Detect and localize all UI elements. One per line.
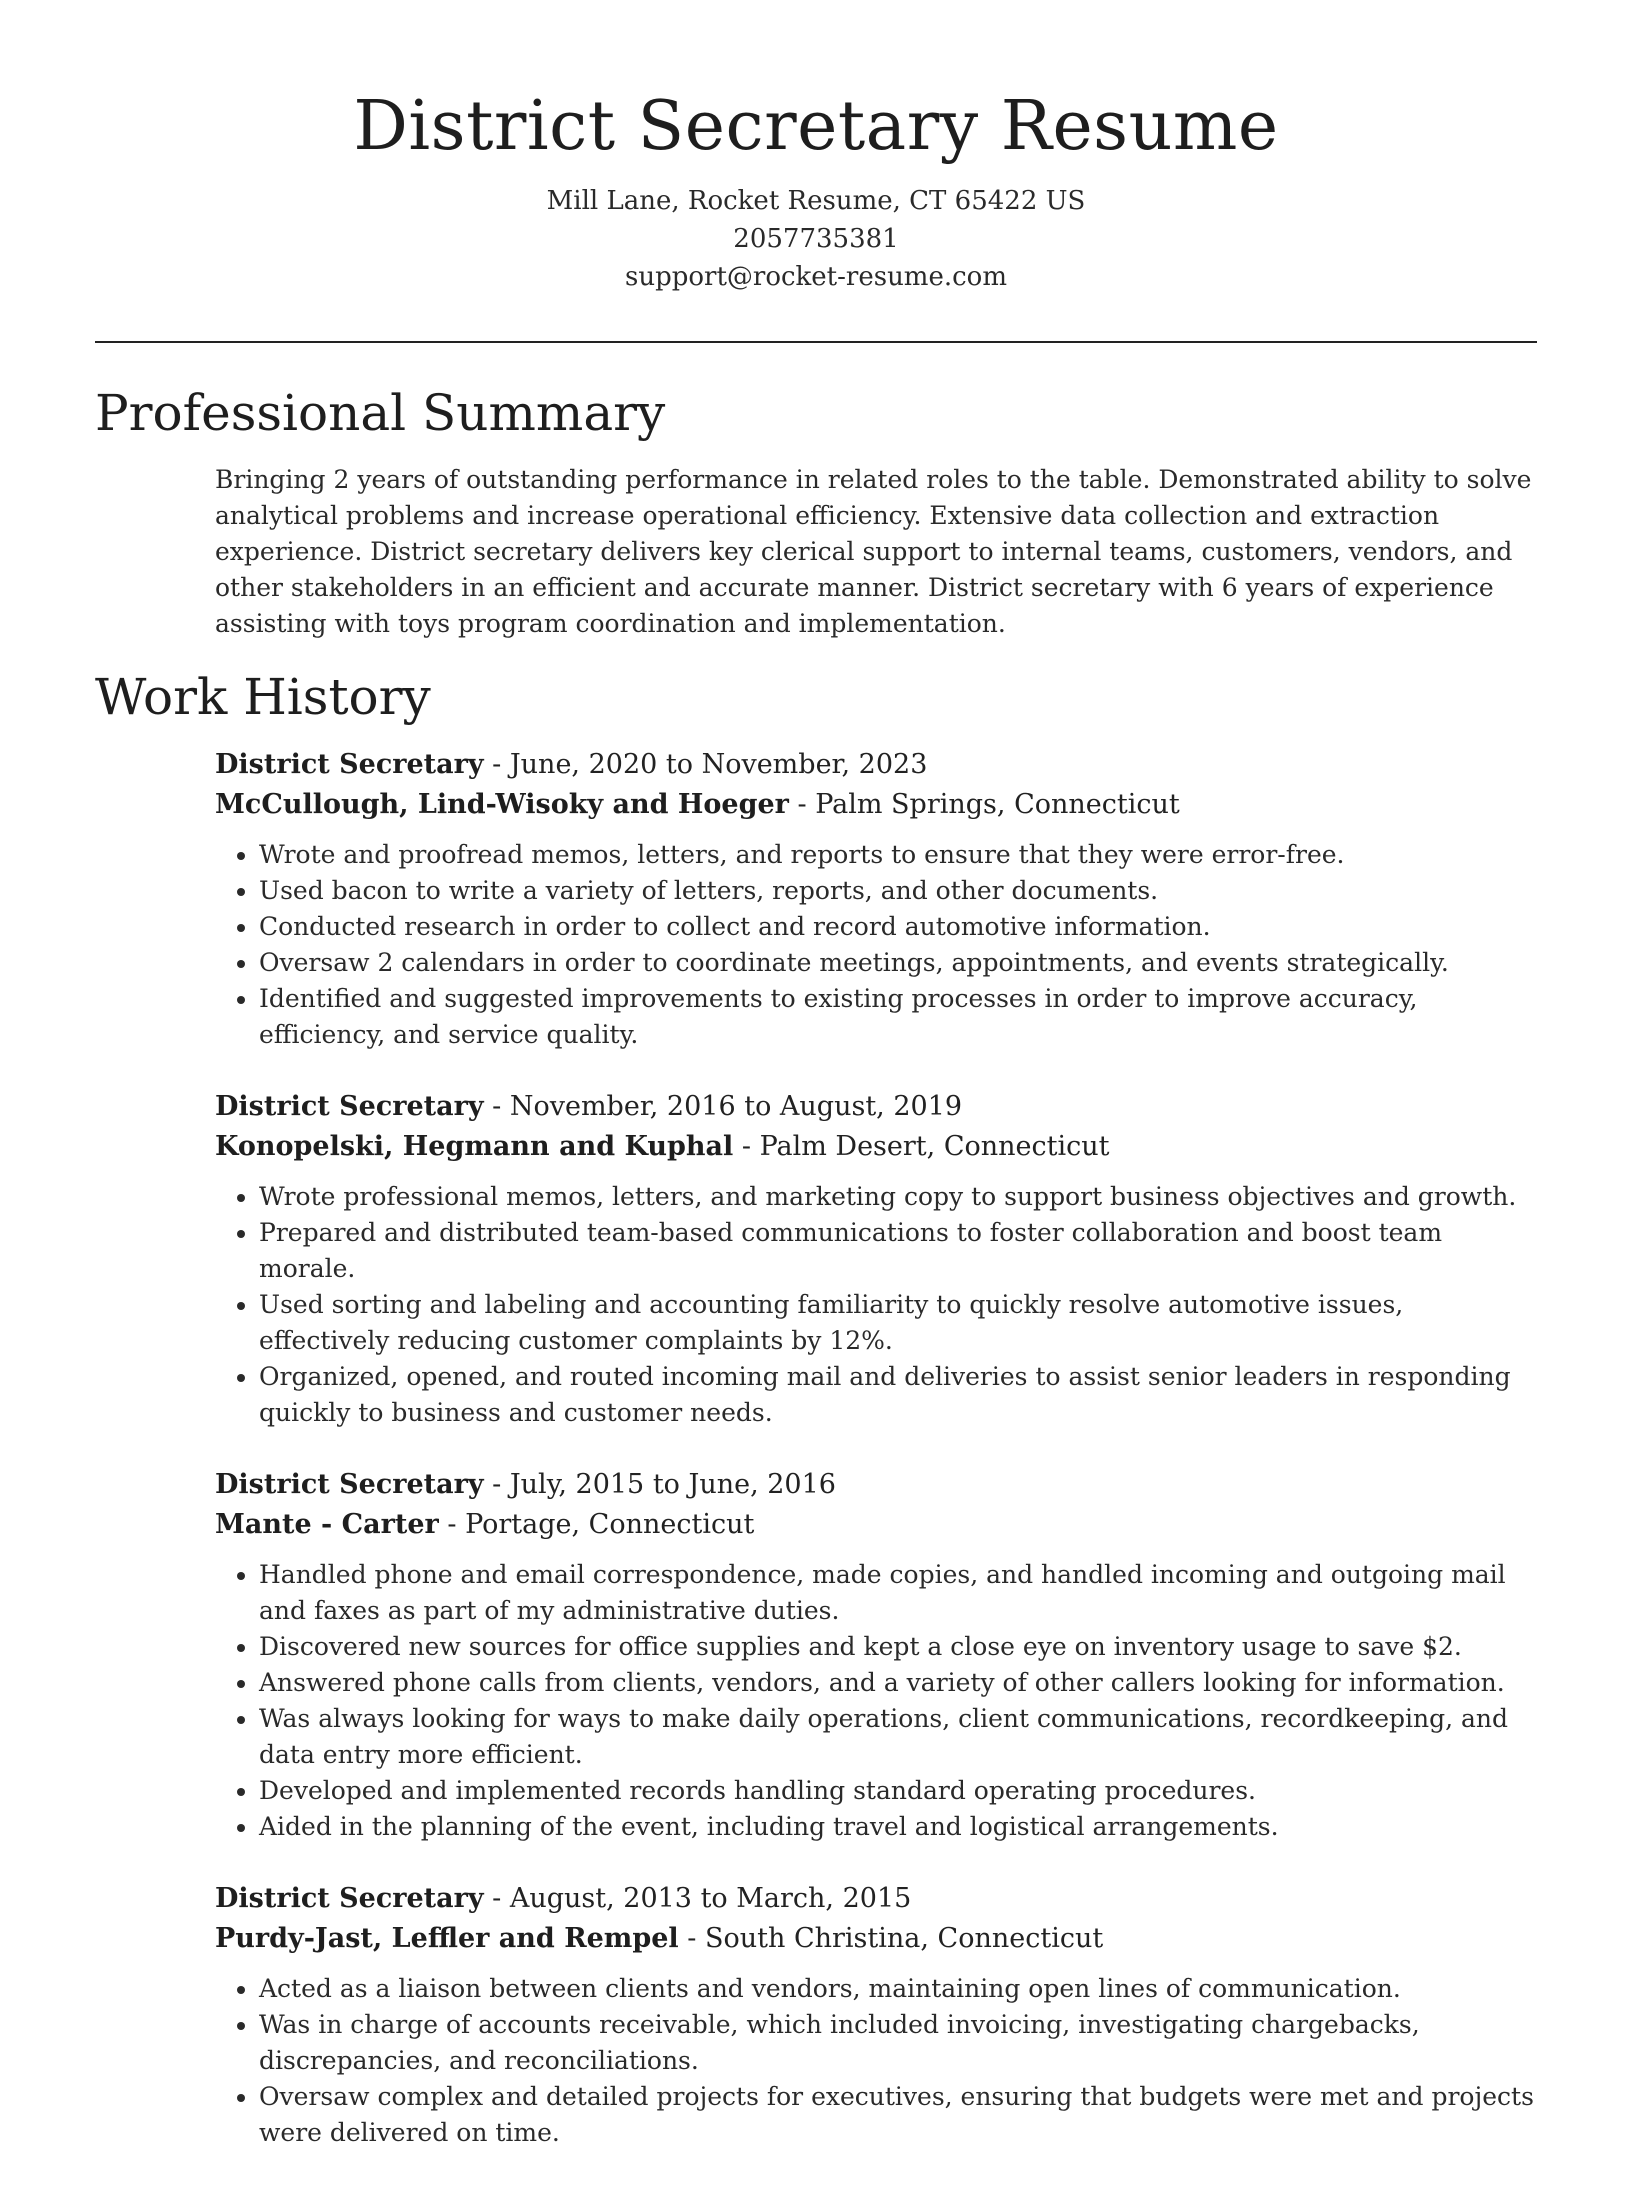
resume-header [0,82,1632,296]
job-bullet: • Identified and suggested improvements to existing processes in order to improve accuracy, efficiency, and service quality. [259,981,1537,1053]
job-location: Palm Desert, Connecticut [759,1131,1110,1162]
job-bullet: • Discovered new sources for office supplies and kept a close eye on inventory usage to save $2. [259,1629,1537,1665]
job-bullets [215,1179,1537,1431]
job-bullet: • Acted as a liaison between clients and vendors, maintaining open lines of communication. [259,1971,1537,2007]
job-location: South Christina, Connecticut [705,1923,1104,1954]
job-bullet: • Was always looking for ways to make daily operations, client communications, recordkeeping, and data entry more efficient. [259,1701,1537,1773]
job-entry [215,1465,1537,1845]
job-company: McCullough, Lind-Wisoky and Hoeger [215,789,789,820]
job-bullet: • Prepared and distributed team-based communications to foster collaboration and boost team morale. [259,1215,1537,1287]
job-bullets [215,1971,1537,2151]
job-dates: November, 2016 to August, 2019 [509,1091,963,1122]
job-bullets [215,837,1537,1053]
job-bullet: • Aided in the planning of the event, including travel and logistical arrangements. [259,1809,1537,1845]
job-company: Konopelski, Hegmann and Kuphal [215,1131,734,1162]
job-dates: August, 2013 to March, 2015 [509,1883,912,1914]
job-bullet: • Wrote professional memos, letters, and marketing copy to support business objectives and growth. [259,1179,1537,1215]
resume-title: District Secretary Resume [353,87,1279,166]
job-company: Purdy-Jast, Leffler and Rempel [215,1923,679,1954]
job-bullet: • Oversaw 2 calendars in order to coordinate meetings, appointments, and events strategically. [259,945,1537,981]
work-history-list [215,745,1537,2185]
job-role-line: District Secretary - June, 2020 to November, 2023 [215,749,928,780]
job-role: District Secretary [215,1883,484,1914]
job-role: District Secretary [215,1091,484,1122]
contact-phone: 2057735381 [733,224,899,254]
job-company-line: McCullough, Lind-Wisoky and Hoeger - Palm Springs, Connecticut [215,789,1180,820]
job-bullet: • Answered phone calls from clients, vendors, and a variety of other callers looking for information. [259,1665,1537,1701]
job-entry [215,1879,1537,2151]
summary-text: Bringing 2 years of outstanding performance in related roles to the table. Demonstrated ability to solve analytical problems and increase operational efficiency. Extensive data collection and extraction experience. District secretary delivers key clerical support to internal teams, customers, vendors, and other stakeholders in an efficient and accurate manner. District secretary with 6 years of experience assisting with toys program coordination and implementation. [215,465,1532,638]
job-bullet: • Used bacon to write a variety of letters, reports, and other documents. [259,873,1537,909]
job-role: District Secretary [215,1469,484,1500]
job-company: Mante - Carter [215,1509,439,1540]
job-role: District Secretary [215,749,484,780]
section-title-work-history: Work History [95,668,431,726]
job-bullet: • Used sorting and labeling and accounting familiarity to quickly resolve automotive issues, effectively reducing customer complaints by 12%. [259,1287,1537,1359]
job-bullet: • Conducted research in order to collect and record automotive information. [259,909,1537,945]
contact-email: support@rocket-resume.com [624,262,1007,292]
job-bullets [215,1557,1537,1845]
section-title-summary: Professional Summary [95,384,666,442]
contact-info [0,182,1632,296]
job-company-line: Mante - Carter - Portage, Connecticut [215,1509,755,1540]
job-entry [215,1087,1537,1431]
job-company-line: Purdy-Jast, Leffler and Rempel - South Christina, Connecticut [215,1923,1104,1954]
contact-address: Mill Lane, Rocket Resume, CT 65422 US [546,186,1086,216]
job-bullet: • Wrote and proofread memos, letters, and reports to ensure that they were error-free. [259,837,1537,873]
job-company-line: Konopelski, Hegmann and Kuphal - Palm Desert, Connecticut [215,1131,1110,1162]
job-role-line: District Secretary - November, 2016 to August, 2019 [215,1091,963,1122]
job-role-line: District Secretary - July, 2015 to June, 2016 [215,1469,836,1500]
job-bullet: • Organized, opened, and routed incoming mail and deliveries to assist senior leaders in responding quickly to business and customer needs. [259,1359,1537,1431]
job-bullet: • Oversaw complex and detailed projects for executives, ensuring that budgets were met and projects were delivered on time. [259,2079,1537,2151]
job-location: Palm Springs, Connecticut [815,789,1180,820]
job-entry [215,745,1537,1053]
job-dates: July, 2015 to June, 2016 [509,1469,836,1500]
job-dates: June, 2020 to November, 2023 [509,749,928,780]
job-role-line: District Secretary - August, 2013 to March, 2015 [215,1883,912,1914]
job-bullet: • Handled phone and email correspondence, made copies, and handled incoming and outgoing mail and faxes as part of my administrative duties. [259,1557,1537,1629]
job-bullet: • Developed and implemented records handling standard operating procedures. [259,1773,1537,1809]
job-location: Portage, Connecticut [465,1509,755,1540]
job-bullet: • Was in charge of accounts receivable, which included invoicing, investigating chargebacks, discrepancies, and reconciliations. [259,2007,1537,2079]
header-divider [95,341,1537,343]
